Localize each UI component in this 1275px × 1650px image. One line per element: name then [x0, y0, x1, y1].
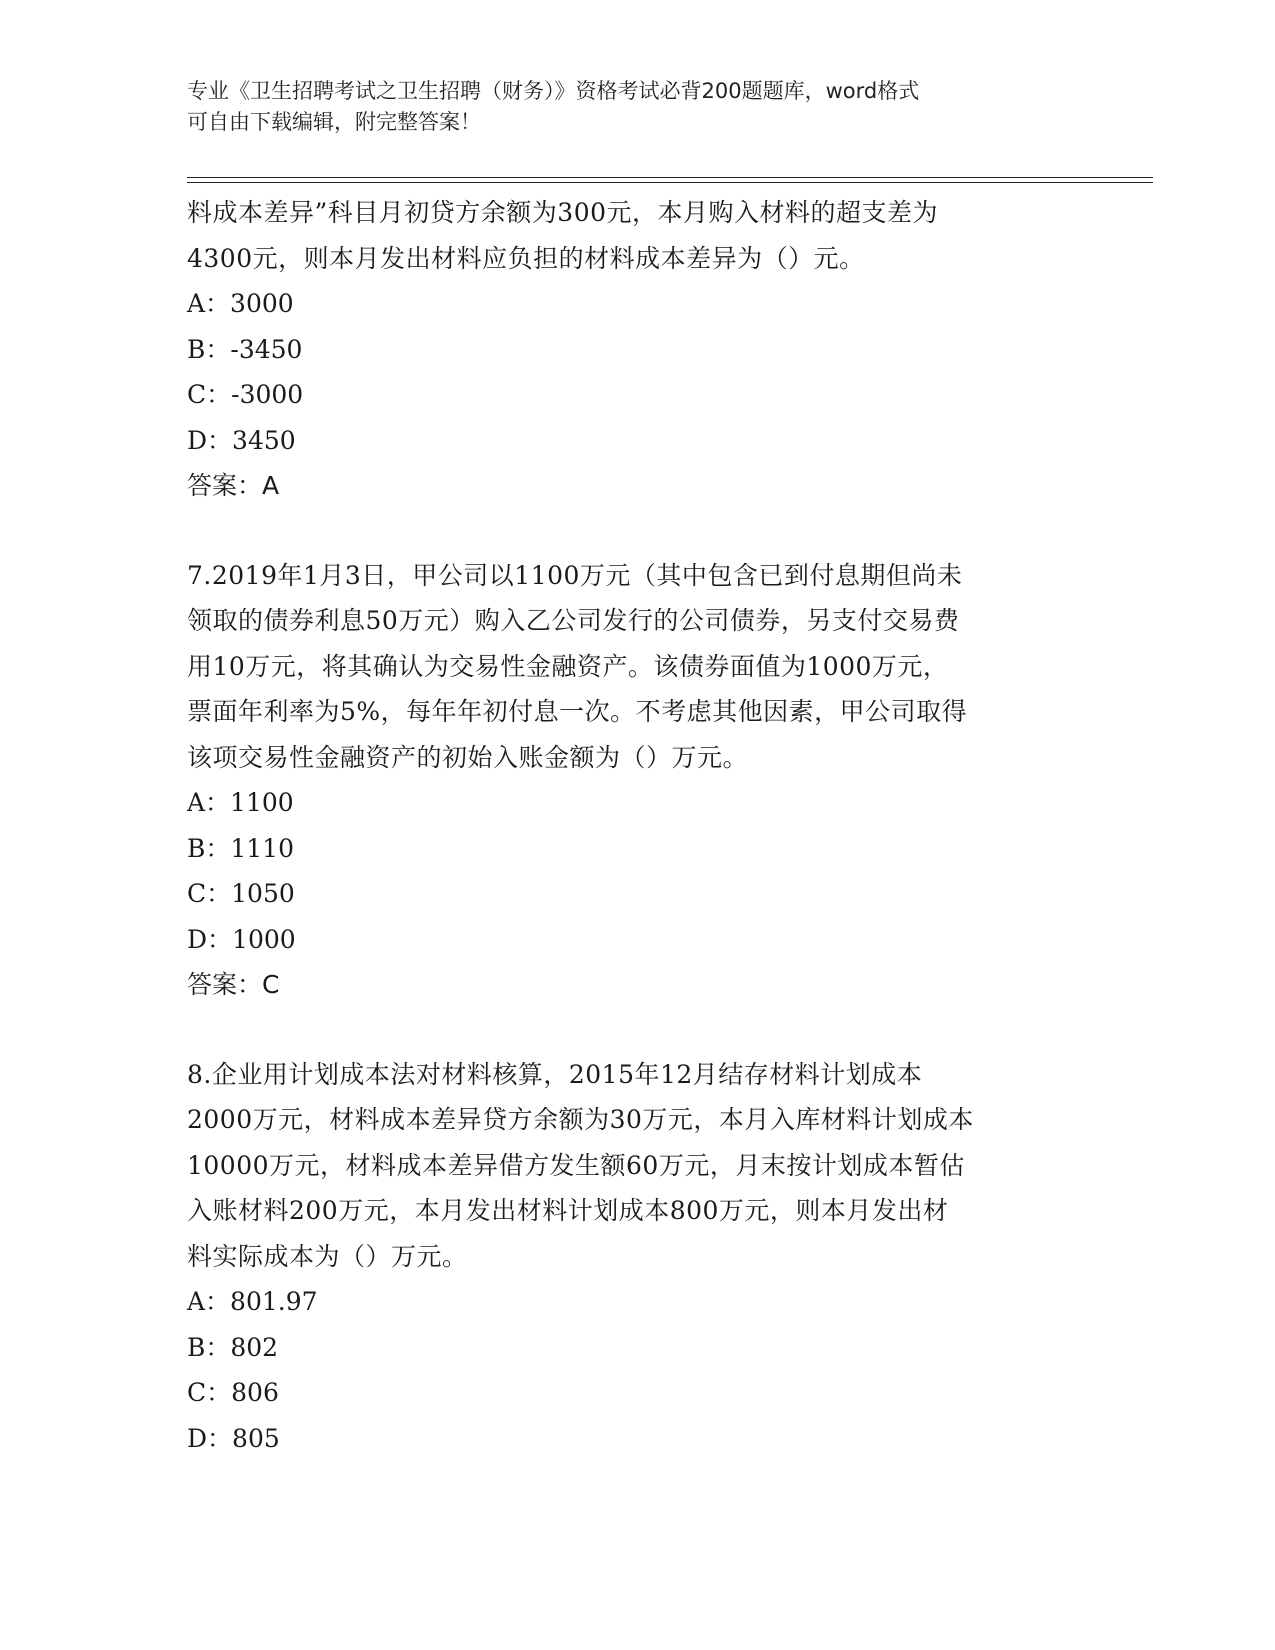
option-a: A：3000: [187, 289, 294, 318]
question-7: [187, 553, 1087, 1008]
option-c: C：806: [187, 1378, 279, 1407]
question-stem-line: 领取的债券利息50万元）购入乙公司发行的公司债券，另支付交易费: [187, 606, 960, 635]
spacer: [187, 1008, 1087, 1052]
option-d: D：805: [187, 1423, 280, 1453]
answer-line: 答案：C: [187, 970, 280, 999]
question-stem-line: 票面年利率为5%，每年年初付息一次。不考虑其他因素，甲公司取得: [187, 697, 968, 726]
header-rule-top: [187, 177, 1153, 178]
option-d: D：1000: [187, 924, 296, 954]
header-rule-bottom: [187, 182, 1153, 183]
question-stem-line: 该项交易性金融资产的初始入账金额为（）万元。: [187, 742, 749, 772]
question-stem-line: 8.企业用计划成本法对材料核算，2015年12月结存材料计划成本: [187, 1059, 923, 1089]
question-stem-line: 2000万元，材料成本差异贷方余额为30万元，本月入库材料计划成本: [187, 1105, 974, 1134]
question-stem-line: 用10万元，将其确认为交易性金融资产。该债券面值为1000万元，: [187, 651, 949, 681]
header-line-1: 专业《卫生招聘考试之卫生招聘（财务）》资格考试必背200题题库，word格式: [187, 79, 920, 103]
option-b: B：-3450: [187, 334, 303, 364]
question-stem-line: 料成本差异”科目月初贷方余额为300元，本月购入材料的超支差为: [187, 198, 939, 227]
question-stem-line: 7.2019年1月3日，甲公司以1100万元（其中包含已到付息期但尚未: [187, 560, 963, 590]
question-stem-line: 料实际成本为（）万元。: [187, 1241, 468, 1271]
question-stem-line: 10000万元，材料成本差异借方发生额60万元，月末按计划成本暂估: [187, 1150, 965, 1180]
question-6: [187, 190, 1087, 509]
option-d: D：3450: [187, 425, 296, 455]
option-a: A：1100: [187, 788, 294, 817]
question-8: [187, 1052, 1087, 1462]
option-a: A：801.97: [187, 1287, 318, 1316]
spacer: [187, 509, 1087, 553]
option-b: B：1110: [187, 833, 294, 863]
option-c: C：-3000: [187, 380, 304, 409]
page-header: [187, 76, 1067, 138]
question-stem-line: 4300元，则本月发出材料应负担的材料成本差异为（）元。: [187, 243, 865, 273]
answer-line: 答案：A: [187, 471, 280, 500]
option-c: C：1050: [187, 879, 295, 908]
option-b: B：802: [187, 1332, 279, 1362]
document-body: [187, 190, 1087, 1461]
header-line-2: 可自由下载编辑，附完整答案！: [187, 110, 481, 134]
question-stem-line: 入账材料200万元，本月发出材料计划成本800万元，则本月发出材: [187, 1196, 949, 1225]
